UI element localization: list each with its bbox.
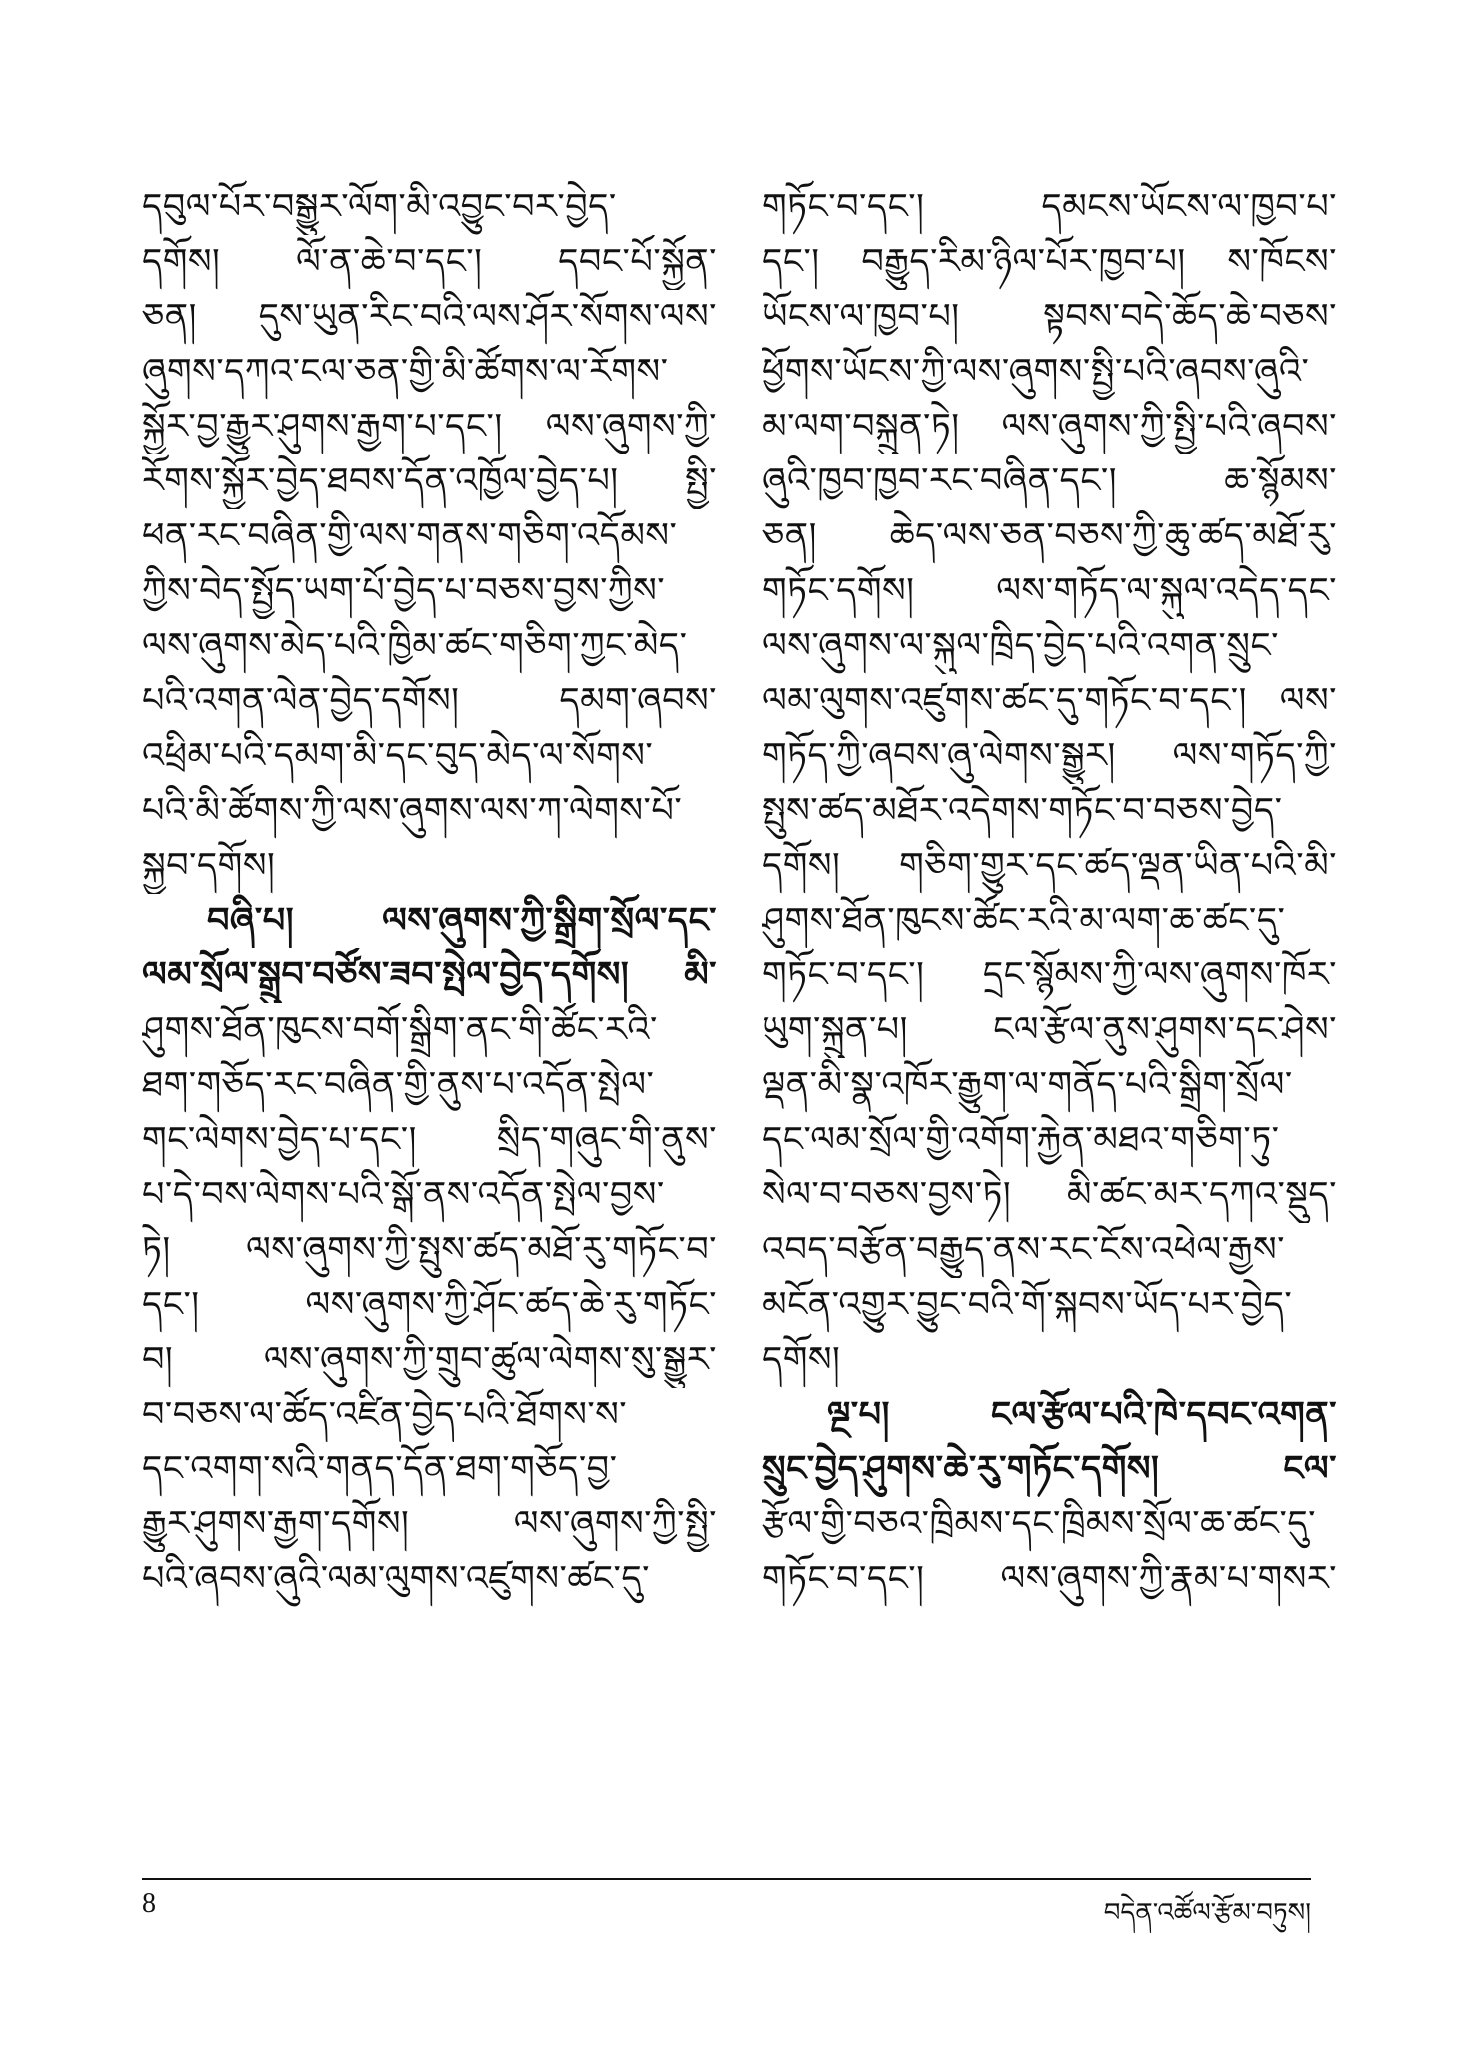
text-line: དགོས། ལོ་ན་ཆེ་བ་དང་། དབང་པོ་སྐྱོན་ <box>142 241 717 282</box>
text-line: ལམ་སྲོལ་སྒྲུབ་བཙོས་ཟབ་སྤེལ་བྱེད་དགོས། མི་ <box>142 955 717 996</box>
text-line: གཏོང་བ་དང་། དམངས་ཡོངས་ལ་ཁྱབ་པ་ <box>762 187 1337 227</box>
text-line: ལས་ཞུགས་མེད་པའི་ཁྱིམ་ཚང་གཅིག་ཀྱང་མེད་ <box>142 626 688 667</box>
text-line: དགོས། <box>762 1339 841 1380</box>
text-line: དགོས། གཅིག་གྱུར་དང་ཚད་ལྡན་ཡིན་པའི་མི་ <box>762 845 1337 886</box>
text-line: རྒྱུར་ཤུགས་རྒྱག་དགོས། ལས་ཞུགས་ཀྱི་སྤྱི་ <box>142 1504 717 1545</box>
text-line: ཅན། ཆེད་ལས་ཅན་བཅས་ཀྱི་ཆུ་ཚད་མཐོ་རུ་ <box>762 516 1337 557</box>
text-line: ཕྱོགས་ཡོངས་ཀྱི་ལས་ཞུགས་སྤྱི་པའི་ཞབས་ཞུའི་ <box>762 351 1310 392</box>
right-column <box>762 180 1337 1607</box>
text-line: ཅན། དུས་ཡུན་རིང་བའི་ལས་ཤོར་སོགས་ལས་ <box>142 296 717 337</box>
text-line: དང་། བརྒྱུད་རིམ་ཉིལ་པོར་ཁྱབ་པ། ས་ཁོངས་ <box>762 241 1337 282</box>
text-line: མ་ལག་བསྐྲུན་ཏེ། ལས་ཞུགས་ཀྱི་སྤྱི་པའི་ཞབས་ <box>762 406 1337 447</box>
text-line: ཡུག་སྐྲུན་པ། ངལ་རྩོལ་ནུས་ཤུགས་དང་ཤེས་ <box>762 1010 1337 1051</box>
text-line: ཕན་རང་བཞིན་གྱི་ལས་གནས་གཅིག་འདོམས་ <box>142 516 678 557</box>
text-line: པའི་མི་ཚོགས་ཀྱི་ལས་ཞུགས་ལས་ཀ་ལེགས་པོ་ <box>142 790 683 831</box>
text-line: རོགས་སྐྱོར་བྱེད་ཐབས་དོན་འཁྱོལ་བྱེད་པ། སྤྱི་ <box>142 461 717 502</box>
text-line: དང་འགག་སའི་གནད་དོན་ཐག་གཅོད་བྱ་ <box>142 1449 618 1490</box>
text-line: ཤུགས་ཐོན་ཁུངས་བགོ་སྒྲིག་ནང་གི་ཚོང་རའི་ <box>142 1010 658 1051</box>
text-line: ལྡན་མི་སྣ་འཁོར་རྒྱུག་ལ་གནོད་པའི་སྒྲིག་སྲོལ་ <box>762 1065 1293 1106</box>
text-line: ཐག་གཅོད་རང་བཞིན་གྱི་ནུས་པ་འདོན་སྤེལ་ <box>142 1065 655 1106</box>
text-line: བ། ལས་ཞུགས་ཀྱི་གྲུབ་ཚུལ་ལེགས་སུ་སྒྱུར་ <box>142 1339 717 1380</box>
text-line: ཏེ། ལས་ཞུགས་ཀྱི་སྤུས་ཚད་མཐོ་རུ་གཏོང་བ་ <box>142 1229 717 1270</box>
running-title: བདེན་འཚོལ་རྩོམ་བཏུས། <box>1103 1898 1311 1928</box>
text-line: གཏོང་བ་དང་། ལས་ཞུགས་ཀྱི་རྣམ་པ་གསར་ <box>762 1559 1337 1600</box>
text-line: དང་། ལས་ཞུགས་ཀྱི་ཤོང་ཚད་ཆེ་རུ་གཏོང་ <box>142 1284 717 1325</box>
text-line: གཏོང་དགོས། ལས་གཏོད་ལ་སྐུལ་འདེད་དང་ <box>762 571 1337 612</box>
left-column <box>142 180 717 1607</box>
text-line: པའི་ཞབས་ཞུའི་ལམ་ལུགས་འཛུགས་ཚང་དུ་ <box>142 1559 650 1600</box>
text-line: ཀྱིས་བེད་སྤྱོད་ཡག་པོ་བྱེད་པ་བཅས་བྱས་ཀྱིས་ <box>142 571 666 612</box>
text-line: འཕྲིམ་པའི་དམག་མི་དང་བུད་མེད་ལ་སོགས་ <box>142 735 654 776</box>
text-line: བ་བཅས་ལ་ཚོད་འཛིན་བྱེད་པའི་ཐོགས་ས་ <box>142 1394 628 1435</box>
text-line: ཤུགས་ཐོན་ཁུངས་ཚོང་རའི་མ་ལག་ཆ་ཚང་དུ་ <box>762 900 1286 941</box>
text-line: བཞི་པ། ལས་ཞུགས་ཀྱི་སྒྲིག་སྲོལ་དང་ <box>207 900 717 941</box>
text-line: སྤུས་ཚད་མཐོར་འདེགས་གཏོང་བ་བཅས་བྱེད་ <box>762 790 1283 831</box>
text-line: གང་ལེགས་བྱེད་པ་དང་། སྲིད་གཞུང་གི་ནུས་ <box>142 1120 717 1161</box>
text-line: པ་དེ་བས་ལེགས་པའི་སྒོ་ནས་འདོན་སྤེལ་བྱས་ <box>142 1175 665 1216</box>
text-line: གཏོད་ཀྱི་ཞབས་ཞུ་ལེགས་སྒྱུར། ལས་གཏོད་ཀྱི་ <box>762 735 1337 776</box>
text-line: ལམ་ལུགས་འཛུགས་ཚང་དུ་གཏོང་བ་དང་། ལས་ <box>762 681 1337 722</box>
text-line: སེལ་བ་བཅས་བྱས་ཏེ། མི་ཚང་མར་དཀའ་སྡུད་ <box>762 1175 1337 1216</box>
text-line: རྩོལ་གྱི་བཅའ་ཁྲིམས་དང་ཁྲིམས་སྲོལ་ཆ་ཚང་དུ་ <box>762 1504 1316 1545</box>
text-line: ལས་ཞུགས་ལ་སྐུལ་ཁྲིད་བྱེད་པའི་འགན་སྲུང་ <box>762 626 1279 667</box>
page-number: 8 <box>142 1888 156 1919</box>
text-line: འབད་བརྩོན་བརྒྱུད་ནས་རང་ངོས་འཕེལ་རྒྱས་ <box>762 1229 1285 1270</box>
text-line: ཞུགས་དཀའ་ངལ་ཅན་གྱི་མི་ཚོགས་ལ་རོགས་ <box>142 351 669 392</box>
text-line: མངོན་འགྱུར་བྱུང་བའི་གོ་སྐབས་ཡོད་པར་བྱེད་ <box>762 1284 1293 1325</box>
text-line: ལྔ་པ། ངལ་རྩོལ་པའི་ཁེ་དབང་འགན་ <box>827 1394 1337 1435</box>
text-line: གཏོང་བ་དང་། དྲང་སྙོམས་ཀྱི་ལས་ཞུགས་ཁོར་ <box>762 955 1337 996</box>
text-line: ཞུའི་ཁྱབ་ཁྱབ་རང་བཞིན་དང་། ཆ་སྙོམས་ <box>762 461 1337 502</box>
text-line: པའི་འགན་ལེན་བྱེད་དགོས། དམག་ཞབས་ <box>142 681 717 722</box>
text-line: ཡོངས་ལ་ཁྱབ་པ། སྟབས་བདེ་ཆོད་ཆེ་བཅས་ <box>762 296 1337 337</box>
text-line: དབུལ་པོར་བསྒྱུར་ལོག་མི་འབྱུང་བར་བྱེད་ <box>142 187 617 227</box>
text-line: སྲུང་བྱེད་ཤུགས་ཆེ་རུ་གཏོང་དགོས། ངལ་ <box>762 1449 1337 1490</box>
text-line: དང་ལམ་སྲོལ་གྱི་འགོག་རྐྱེན་མཐའ་གཅིག་ཏུ་ <box>762 1120 1280 1161</box>
footer-rule <box>142 1878 1311 1880</box>
text-line: སྐྱབ་དགོས། <box>142 845 276 886</box>
text-line: སྐྱོར་བྱ་རྒྱུར་ཤུགས་རྒྱག་པ་དང་། ལས་ཞུགས་ཀྱི་ <box>142 406 717 447</box>
